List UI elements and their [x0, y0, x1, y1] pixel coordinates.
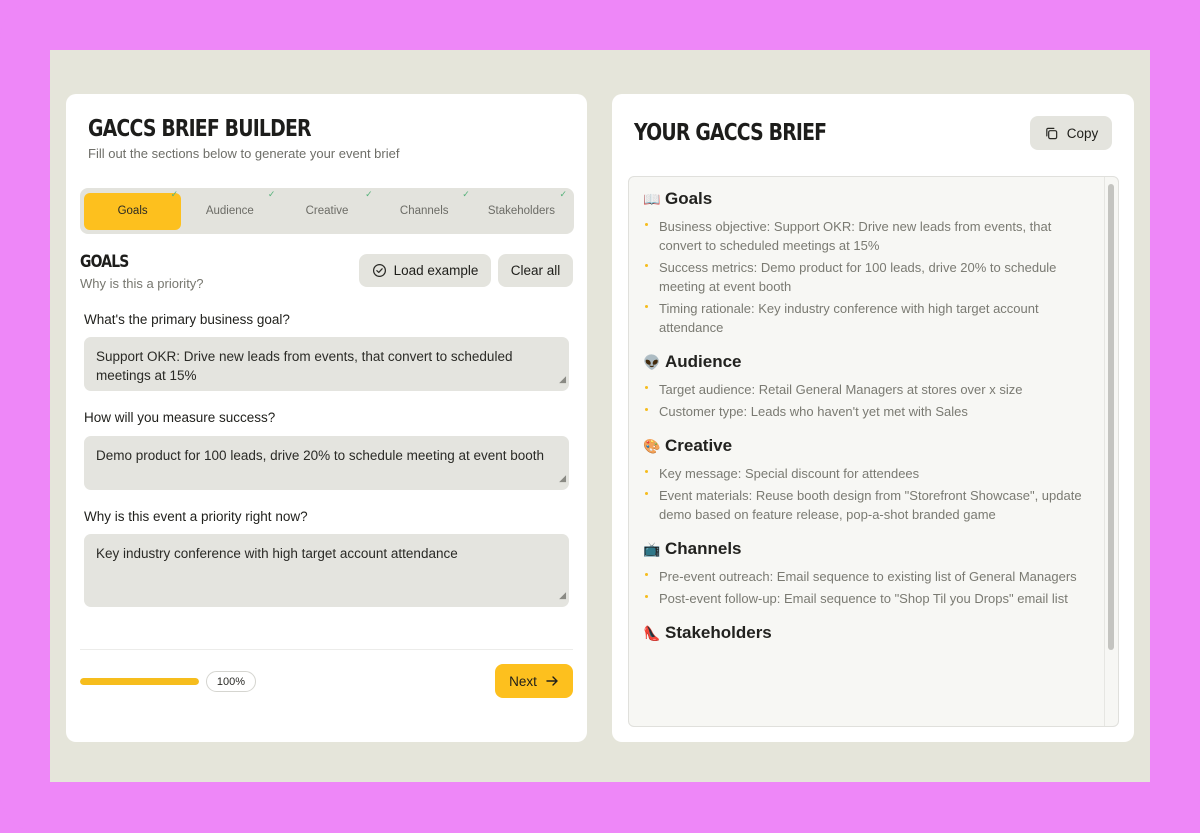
bullet-icon [645, 264, 648, 267]
brief-preview[interactable] [628, 176, 1119, 727]
business-goal-field[interactable] [84, 337, 569, 391]
brief-item-list [643, 380, 1090, 421]
copy-icon [1044, 126, 1059, 141]
check-icon: ✓ [462, 188, 470, 199]
tab-audience[interactable] [181, 188, 278, 230]
builder-subtitle: Fill out the sections below to generate your event brief [88, 146, 400, 161]
clear-all-label: Clear all [510, 263, 561, 278]
field-value: Support OKR: Drive new leads from events, that convert to scheduled meetings at 15% [96, 349, 513, 383]
section-heading-text: Audience [665, 352, 742, 371]
section-emoji-icon: 🎨 [643, 437, 661, 454]
brief-section-creative [643, 434, 1090, 524]
progress-fill [80, 678, 199, 685]
bullet-icon [645, 573, 648, 576]
tab-label: Audience [205, 205, 254, 217]
bullet-icon [645, 305, 648, 308]
brief-section-heading [643, 350, 1090, 374]
brief-item-list [643, 567, 1090, 608]
load-example-label: Load example [393, 263, 479, 278]
section-emoji-icon: 👠 [643, 624, 661, 641]
list-item-text: Event materials: Reuse booth design from "Storefront Showcase", update demo based on feature release, pop-a-shot branded game [659, 488, 1082, 522]
check-icon: ✓ [170, 188, 179, 199]
resize-handle-icon[interactable]: ◢ [559, 590, 566, 600]
brief-section-heading [643, 187, 1090, 211]
brief-section-audience [643, 350, 1090, 421]
list-item-text: Pre-event outreach: Email sequence to existing list of General Managers [659, 569, 1077, 584]
brief-builder-panel [66, 94, 587, 742]
brief-section-channels [643, 537, 1090, 608]
list-item-text: Post-event follow-up: Email sequence to "Shop Til you Drops" email list [659, 591, 1068, 606]
copy-button[interactable] [1030, 116, 1112, 150]
bullet-icon [645, 492, 648, 495]
bullet-icon [645, 595, 648, 598]
list-item [643, 486, 1090, 524]
list-item [643, 380, 1090, 399]
section-emoji-icon: 📺 [643, 540, 661, 557]
list-item [643, 402, 1090, 421]
check-icon: ✓ [267, 188, 276, 199]
tab-label: Creative [305, 205, 349, 217]
priority-reason-field[interactable] [84, 534, 569, 607]
tab-creative[interactable] [278, 188, 375, 230]
section-title: GOALS [80, 252, 129, 272]
brief-section-stakeholders [643, 621, 1090, 645]
step-tabs [80, 188, 574, 234]
list-item-text: Key message: Special discount for attendees [659, 466, 920, 481]
scrollbar[interactable] [1104, 177, 1118, 726]
brief-section-heading [643, 434, 1090, 458]
list-item [643, 589, 1090, 608]
section-heading-text: Goals [665, 189, 713, 208]
brief-output-panel [612, 94, 1134, 742]
question-label: How will you measure success? [84, 410, 276, 425]
section-heading-text: Channels [665, 539, 742, 558]
check-icon: ✓ [559, 188, 568, 199]
question-label: Why is this event a priority right now? [84, 509, 308, 524]
list-item [643, 567, 1090, 586]
list-item [643, 217, 1090, 255]
brief-section-heading [643, 621, 1090, 645]
tab-label: Channels [399, 205, 449, 217]
next-label: Next [509, 673, 537, 689]
brief-content [629, 177, 1104, 726]
field-value: Demo product for 100 leads, drive 20% to schedule meeting at event booth [96, 448, 545, 463]
list-item-text: Business objective: Support OKR: Drive new leads from events, that convert to scheduled meetings at 15% [659, 219, 1052, 253]
brief-title: YOUR GACCS BRIEF [634, 120, 827, 146]
list-item-text: Customer type: Leads who haven't yet met with Sales [659, 404, 968, 419]
tab-label: Stakeholders [487, 205, 555, 217]
section-subtitle: Why is this a priority? [80, 276, 204, 291]
app-stage [50, 50, 1150, 782]
tab-channels[interactable] [376, 188, 473, 230]
section-emoji-icon: 📖 [643, 190, 661, 207]
arrow-right-icon [545, 674, 559, 688]
tab-stakeholders[interactable] [473, 188, 570, 230]
section-emoji-icon: 👽 [643, 353, 661, 370]
bullet-icon [645, 470, 648, 473]
success-measure-field[interactable] [84, 436, 569, 490]
tab-goals[interactable] [84, 188, 181, 230]
scrollbar-thumb[interactable] [1108, 184, 1114, 650]
brief-section-goals [643, 187, 1090, 337]
brief-item-list [643, 217, 1090, 337]
next-button[interactable] [495, 664, 573, 698]
copy-label: Copy [1066, 125, 1099, 141]
resize-handle-icon[interactable]: ◢ [559, 374, 566, 384]
bullet-icon [645, 408, 648, 411]
load-example-button[interactable] [359, 254, 491, 287]
builder-title: GACCS BRIEF BUILDER [88, 116, 311, 142]
list-item [643, 258, 1090, 296]
list-item [643, 299, 1090, 337]
brief-item-list [643, 464, 1090, 524]
check-icon: ✓ [365, 188, 373, 199]
list-item-text: Success metrics: Demo product for 100 leads, drive 20% to schedule meeting at event booth [659, 260, 1057, 294]
tab-label: Goals [117, 205, 148, 217]
resize-handle-icon[interactable]: ◢ [559, 473, 566, 483]
progress-bar [80, 678, 199, 685]
divider [80, 649, 573, 650]
field-value: Key industry conference with high target account attendance [96, 546, 458, 561]
bullet-icon [645, 386, 648, 389]
progress-percent-badge: 100% [206, 671, 256, 692]
section-heading-text: Creative [665, 436, 733, 455]
section-heading-text: Stakeholders [665, 623, 772, 642]
clear-all-button[interactable] [498, 254, 573, 287]
question-label: What's the primary business goal? [84, 312, 290, 327]
bullet-icon [645, 223, 648, 226]
list-item-text: Target audience: Retail General Managers at stores over x size [659, 382, 1023, 397]
check-circle-icon [372, 263, 387, 278]
list-item [643, 464, 1090, 483]
list-item-text: Timing rationale: Key industry conference with high target account attendance [659, 301, 1039, 335]
brief-section-heading [643, 537, 1090, 561]
